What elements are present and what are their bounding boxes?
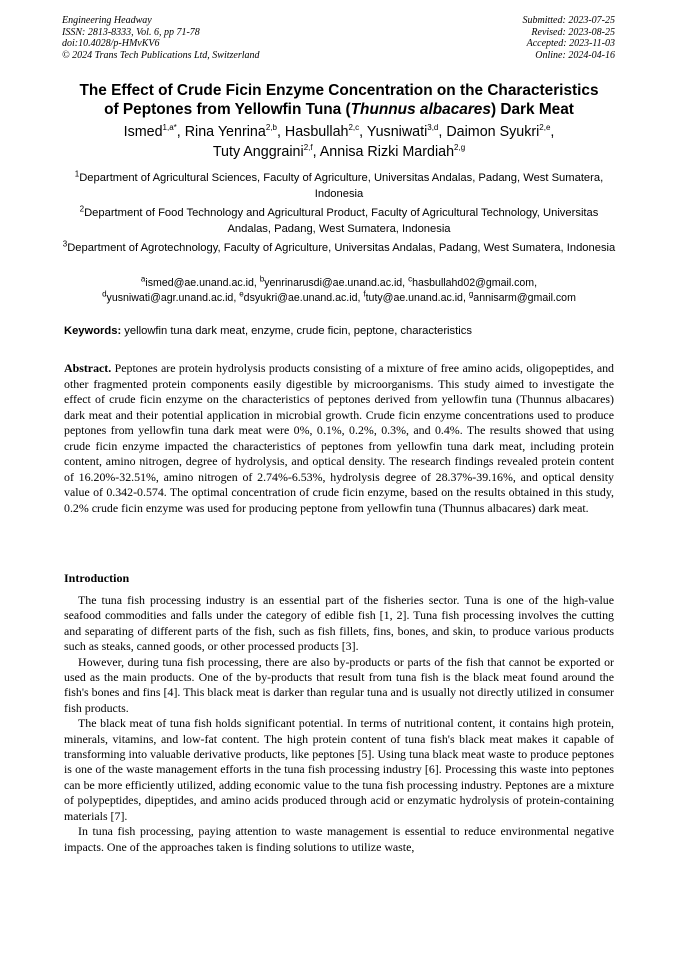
email-address[interactable]: hasbullahd02@gmail.com, xyxy=(412,277,538,289)
author-separator: , xyxy=(359,124,367,140)
title-line-1: The Effect of Crude Ficin Enzyme Concentration on the Characteristics xyxy=(79,82,599,99)
author-affil-marker: 2,f xyxy=(303,143,313,153)
author xyxy=(285,124,367,140)
author xyxy=(446,124,554,140)
affil-text: Department of Agricultural Sciences, Faculty of Agriculture, Universitas Andalas, Padang, West Sumatera, Indonesia xyxy=(79,172,604,200)
author-separator: , xyxy=(550,124,555,140)
issn-line: ISSN: 2813-8333, Vol. 6, pp 71-78 xyxy=(62,26,200,38)
author xyxy=(185,124,285,140)
author-name: Annisa Rizki Mardiah xyxy=(319,144,455,160)
email-marker: c xyxy=(408,274,413,284)
keywords xyxy=(64,324,624,339)
title-text: of Peptones from Yellowfin Tuna ( xyxy=(104,101,351,118)
online-date: Online: 2024-04-16 xyxy=(535,49,615,61)
email-marker: g xyxy=(468,289,474,299)
author xyxy=(124,124,185,140)
author-affil-marker: 2,g xyxy=(454,143,466,153)
author-affil-marker: 1,a* xyxy=(162,123,177,133)
author-name: Ismed xyxy=(123,124,163,140)
email-marker: a xyxy=(140,274,146,284)
email-address[interactable]: tuty@ae.unand.ac.id, xyxy=(365,292,469,304)
submitted-date: Submitted: 2023-07-25 xyxy=(522,15,615,26)
email-marker: d xyxy=(102,289,107,299)
author xyxy=(320,144,465,160)
introduction-body xyxy=(64,593,614,855)
author-separator: , xyxy=(438,124,447,140)
author-name: Hasbullah xyxy=(284,124,349,140)
author-affil-marker: 2,c xyxy=(348,123,360,133)
journal-info xyxy=(62,15,260,61)
author-affil-marker: 3,d xyxy=(427,123,439,133)
affil-text: Department of Food Technology and Agricultural Product, Faculty of Agricultural Technology, Universitas Andalas, Padang, West Sumatera, Indonesia xyxy=(84,207,599,235)
affil-text: Department of Agrotechnology, Faculty of Agriculture, Universitas Andalas, Padang, West Sumatera, Indonesia xyxy=(67,242,616,254)
email-address[interactable]: yenrinarusdi@ae.unand.ac.id, xyxy=(264,277,409,289)
affiliation-3 xyxy=(60,240,618,256)
title-text: ) Dark Meat xyxy=(490,101,574,118)
paragraph: However, during tuna fish processing, there are also by-products or parts of the fish that cannot be exported or used as the main products. One of the by-products that result from tuna fish is the black meat found around the fish's bones and fins [4]. This black meat is darker than regular tuna and is usually not directly utilized in consumer fish products. xyxy=(64,654,614,715)
affil-marker: 3 xyxy=(62,239,68,249)
affiliation-2 xyxy=(60,205,618,237)
copyright-line: © 2024 Trans Tech Publications Ltd, Switzerland xyxy=(62,49,260,61)
paragraph: The tuna fish processing industry is an essential part of the fisheries sector. Tuna is one of the high-value seafood commodities and falls under the category of edible fish [1, 2]. Tuna fish processing involves the cutting and separating of different parts of the fish, such as fish fillets, fins, bones, and skin, to produce various products such as steaks, canned goods, or other processed products [3]. xyxy=(64,593,614,654)
author-separator: , xyxy=(276,124,285,140)
affiliation-1 xyxy=(60,170,618,202)
email-address[interactable]: dsyukri@ae.unand.ac.id, xyxy=(243,292,364,304)
author-name: Yusniwati xyxy=(366,124,428,140)
dates-info xyxy=(523,15,616,61)
email-marker: b xyxy=(259,274,265,284)
paragraph: The black meat of tuna fish holds significant potential. In terms of nutritional content, it contains high protein, minerals, vitamins, and low-fat content. The high protein content of tuna fish's black meat makes it capable of transforming into valuable derivative products, like peptones [5]. Using tuna black meat waste to produce peptones is one of the waste management efforts in the tuna fish processing industry [6]. Processing this waste into peptones can be more efficiently utilized, adding economic value to the tuna fish processing industry. Peptones are a mixture of polypeptides, dipeptides, and amino acids produced through acid or enzymatic hydrolysis of protein-containing materials [7]. xyxy=(64,716,614,823)
title-line-2 xyxy=(40,100,638,119)
abstract xyxy=(64,361,614,516)
paragraph: In tuna fish processing, paying attention to waste management is essential to reduce environmental negative impacts. One of the approaches taken is finding solutions to utilize waste, xyxy=(64,824,614,854)
author-separator: , xyxy=(176,124,185,140)
author xyxy=(213,144,320,160)
email-address[interactable]: yusniwati@agr.unand.ac.id, xyxy=(106,292,240,304)
keywords-label: Keywords: xyxy=(64,325,122,337)
abstract-text: Peptones are protein hydrolysis products consisting of a mixture of free amino acids, oligopeptides, and other fragmented protein components easily digestible by microorganisms. This study aimed to investigate the effect of crude ficin enzyme on the characteristics of peptones derived from yellowfin tuna (Thunnus albacares) dark meat and their potential application in microbial growth. Crude ficin enzyme concentrations used to produce peptones from yellowfin tuna dark meat were 0%, 0.1%, 0.2%, 0.3%, and 0.4%. The results showed that using crude ficin enzyme impacted the characteristics of peptones from yellowfin tuna dark meat, including protein content, amino nitrogen, degree of hydrolysis, and optical density. The research findings revealed protein content of 16.20%-32.51%, amino nitrogen of 2.74%-6.53%, hydrolysis degree of 28.37%-39.16%, and optical density value of 0.342-0.574. The optimal concentration of crude ficin enzyme, based on the results obtained in this study, 0.2% crude ficin enzyme was used for producing peptone from yellowfin tuna (Thunnus albacares) dark meat. xyxy=(64,361,614,515)
email-address[interactable]: annisarm@gmail.com xyxy=(473,292,576,304)
email-list xyxy=(40,276,638,306)
affil-marker: 2 xyxy=(79,204,85,214)
author xyxy=(367,124,446,140)
keywords-text: yellowfin tuna dark meat, enzyme, crude ficin, peptone, characteristics xyxy=(121,325,472,337)
email-marker: e xyxy=(239,289,244,299)
section-heading-introduction: Introduction xyxy=(64,571,130,585)
species-name: Thunnus albacares xyxy=(350,101,491,118)
journal-name: Engineering Headway xyxy=(62,15,152,26)
email-address[interactable]: ismed@ae.unand.ac.id, xyxy=(145,277,260,289)
author-affil-marker: 2,b xyxy=(265,123,277,133)
author-name: Rina Yenrina xyxy=(184,124,266,140)
author-list xyxy=(40,122,638,162)
affil-marker: 1 xyxy=(74,169,80,179)
revised-date: Revised: 2023-08-25 xyxy=(531,26,615,38)
email-marker: f xyxy=(363,289,366,299)
author-name: Daimon Syukri xyxy=(446,124,540,140)
paper-title xyxy=(40,81,638,119)
doi-line: doi:10.4028/p-HMvKV6 xyxy=(62,38,160,49)
author-affil-marker: 2,e xyxy=(539,123,551,133)
accepted-date: Accepted: 2023-11-03 xyxy=(526,38,615,49)
abstract-label: Abstract. xyxy=(64,361,112,375)
author-separator: , xyxy=(312,144,320,160)
author-name: Tuty Anggraini xyxy=(212,144,304,160)
